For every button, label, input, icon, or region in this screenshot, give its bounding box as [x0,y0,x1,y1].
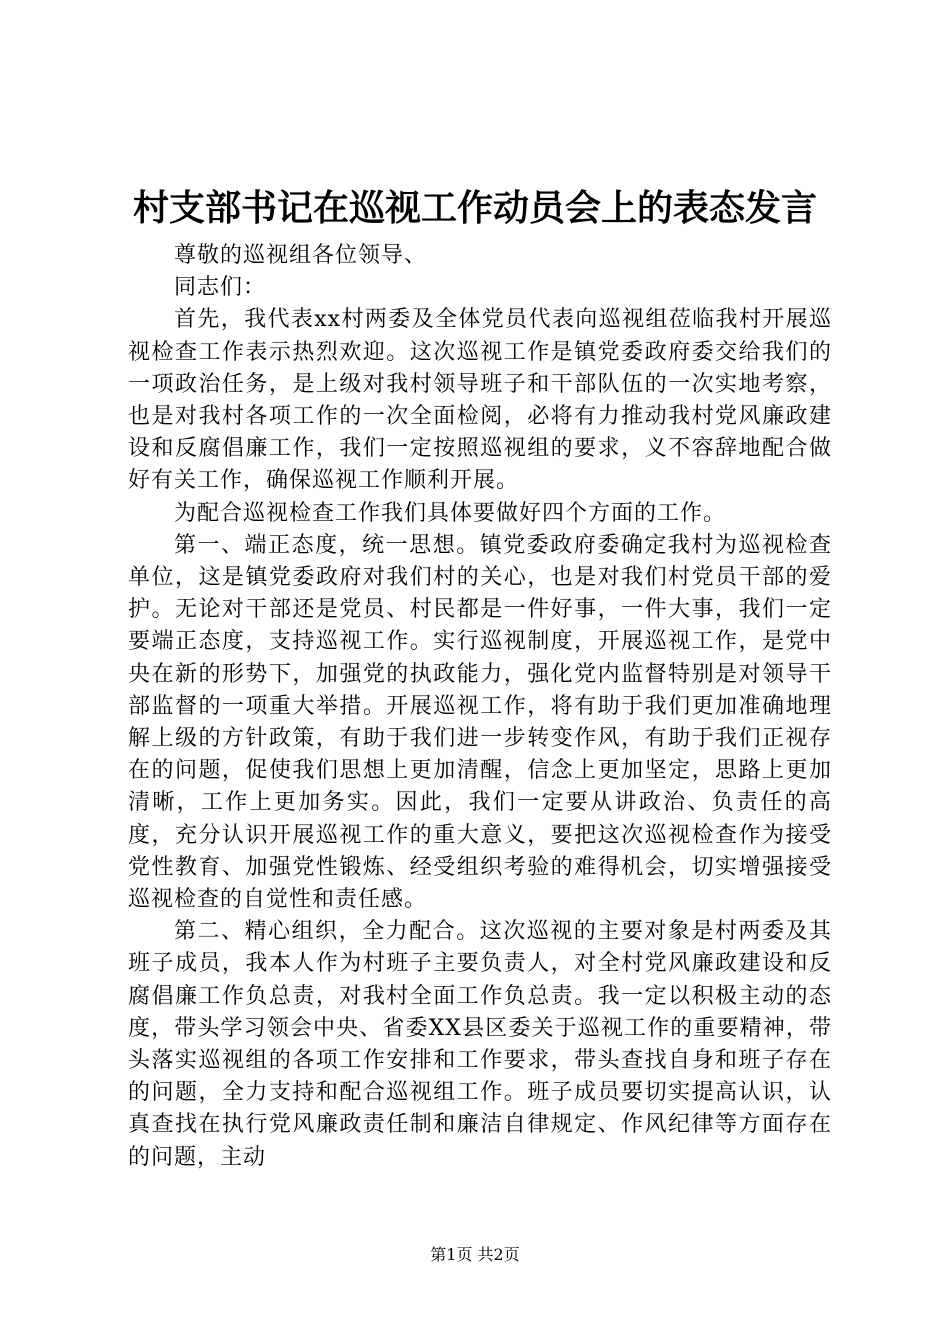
body-paragraph: 第一、端正态度，统一思想。镇党委政府委确定我村为巡视检查单位，这是镇党委政府对我们村的关心，也是对我们村党员干部的爱护。无论对干部还是党员、村民都是一件好事，一件大事，我们一定要端正态度，支持巡视工作。实行巡视制度，开展巡视工作，是党中央在新的形势下，加强党的执政能力，强化党内监督特别是对领导干部监督的一项重大举措。开展巡视工作，将有助于我们更加准确地理解上级的方针政策，有助于我们进一步转变作风，有助于我们正视存在的问题，促使我们思想上更加清醒，信念上更加坚定，思路上更加清晰，工作上更加务实。因此，我们一定要从讲政治、负责任的高度，充分认识开展巡视工作的重大意义，要把这次巡视检查作为接受党性教育、加强党性锻炼、经受组织考验的难得机会，切实增强接受巡视检查的自觉性和责任感。 [128,532,832,913]
body-paragraph: 为配合巡视检查工作我们具体要做好四个方面的工作。 [174,500,727,526]
salutation-line: 同志们： [174,275,267,301]
page-number-footer: 第1页 共2页 [430,1245,520,1264]
body-paragraph: 首先，我代表xx村两委及全体党员代表向巡视组莅临我村开展巡视检查工作表示热烈欢迎。这次巡视工作是镇党委政府委交给我们的一项政治任务，是上级对我村领导班子和干部队伍的一次实地考察，也是对我村各项工作的一次全面检阅，必将有力推动我村党风廉政建设和反腐倡廉工作，我们一定按照巡视组的要求，义不容辞地配合做好有关工作，确保巡视工作顺利开展。 [128,307,832,494]
document-body [128,240,832,1174]
body-paragraph: 第二、精心组织，全力配合。这次巡视的主要对象是村两委及其班子成员，我本人作为村班子主要负责人，对全村党风廉政建设和反腐倡廉工作负总责，对我村全面工作负总责。我一定以积极主动的态度，带头学习领会中央、省委XX县区委关于巡视工作的重要精神，带头落实巡视组的各项工作安排和工作要求，带头查找自身和班子存在的问题，全力支持和配合巡视组工作。班子成员要切实提高认识，认真查找在执行党风廉政责任制和廉洁自律规定、作风纪律等方面存在的问题，主动 [128,919,832,1170]
document-title: 村支部书记在巡视工作动员会上的表态发言 [132,187,817,229]
salutation-line: 尊敬的巡视组各位领导、 [174,243,428,268]
